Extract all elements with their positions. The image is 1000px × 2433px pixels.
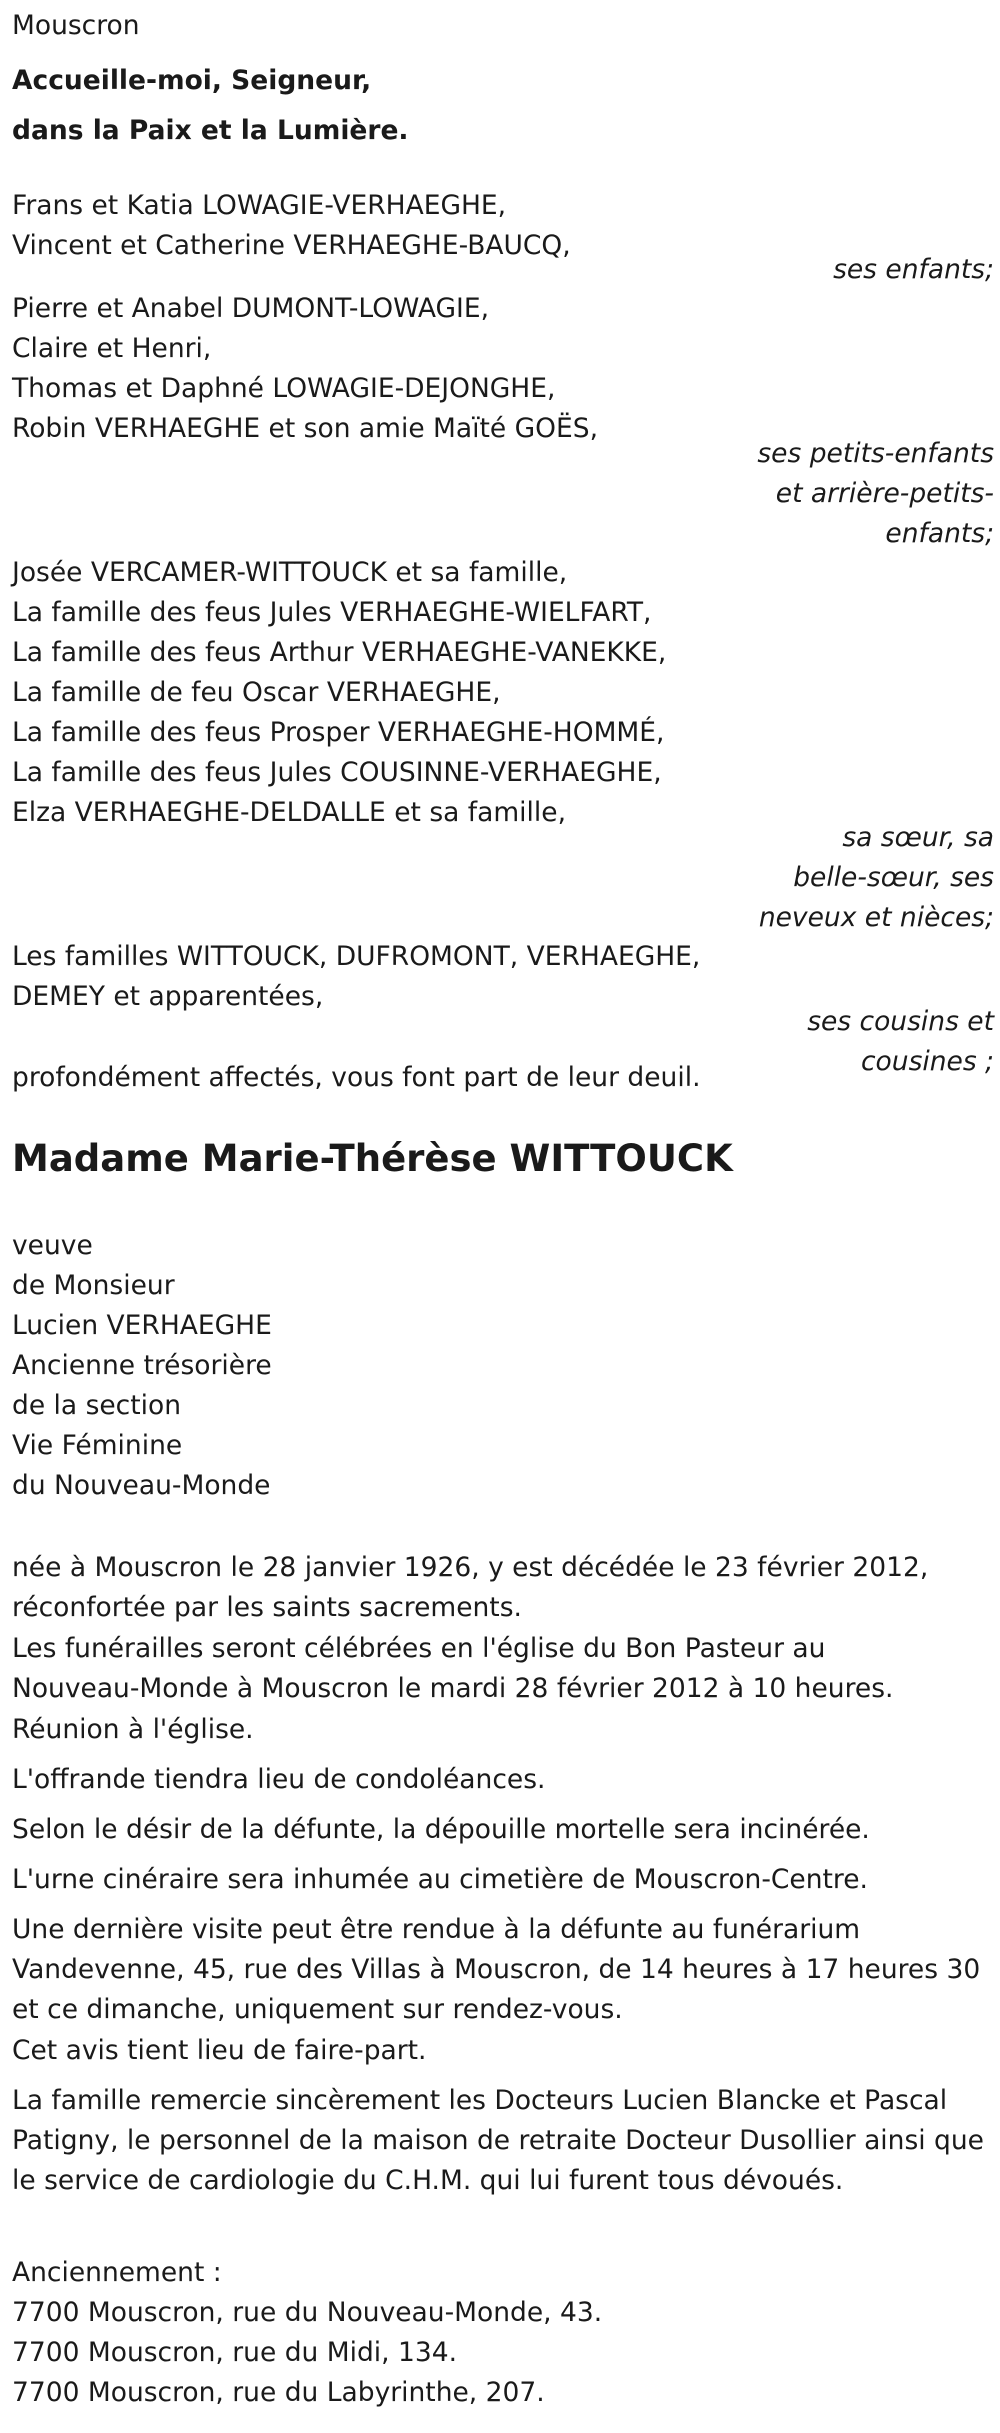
address-line: 7700 Mouscron, rue du Midi, 134. bbox=[12, 2337, 458, 2368]
family-member-line: Robin VERHAEGHE et son amie Maïté GOËS, bbox=[12, 413, 599, 444]
paragraph-line: Les funérailles seront célébrées en l'église du Bon Pasteur au bbox=[12, 1633, 826, 1664]
family-member-line: La famille de feu Oscar VERHAEGHE, bbox=[12, 677, 501, 708]
family-member-line: Thomas et Daphné LOWAGIE-DEJONGHE, bbox=[12, 373, 556, 404]
grandchildren-names bbox=[12, 289, 598, 449]
family-member-line: Les familles WITTOUCK, DUFROMONT, VERHAEGHE, bbox=[12, 941, 701, 972]
paragraph-line: Vandevenne, 45, rue des Villas à Mouscron, de 14 heures à 17 heures 30 bbox=[12, 1954, 981, 1985]
birth-death-paragraph bbox=[12, 1548, 928, 1628]
family-member-line: DEMEY et apparentées, bbox=[12, 981, 324, 1012]
cremation-paragraph: Selon le désir de la défunte, la dépouille mortelle sera incinérée. bbox=[12, 1814, 870, 1845]
children-names bbox=[12, 186, 571, 266]
children-role: ses enfants; bbox=[833, 254, 994, 285]
paragraph-line: née à Mouscron le 28 janvier 1926, y est décédée le 23 février 2012, bbox=[12, 1552, 929, 1583]
prayer-verse bbox=[12, 56, 409, 156]
meeting-paragraph: Réunion à l'église. bbox=[12, 1714, 254, 1745]
deceased-name: Madame Marie-Thérèse WITTOUCK bbox=[12, 1137, 733, 1180]
grandchildren-role bbox=[754, 434, 994, 554]
title-line: Ancienne trésorière bbox=[12, 1350, 272, 1381]
title-line: de Monsieur bbox=[12, 1270, 175, 1301]
siblings-names bbox=[12, 553, 666, 833]
cousins-role bbox=[754, 1002, 994, 1082]
family-member-line: Josée VERCAMER-WITTOUCK et sa famille, bbox=[12, 557, 568, 588]
family-member-line: La famille des feus Jules COUSINNE-VERHAEGHE, bbox=[12, 757, 662, 788]
paragraph-line: Patigny, le personnel de la maison de retraite Docteur Dusollier ainsi que bbox=[12, 2125, 984, 2156]
family-member-line: Vincent et Catherine VERHAEGHE-BAUCQ, bbox=[12, 230, 571, 261]
prayer-line: Accueille-moi, Seigneur, bbox=[12, 65, 372, 96]
title-line: du Nouveau-Monde bbox=[12, 1470, 271, 1501]
family-member-line: Frans et Katia LOWAGIE-VERHAEGHE, bbox=[12, 190, 507, 221]
title-line: Lucien VERHAEGHE bbox=[12, 1310, 272, 1341]
siblings-role bbox=[754, 818, 994, 938]
paragraph-line: et ce dimanche, uniquement sur rendez-vous. bbox=[12, 1994, 623, 2025]
thanks-paragraph bbox=[12, 2081, 984, 2201]
role-line: et arrière-petits- bbox=[775, 478, 994, 509]
paragraph-line: réconfortée par les saints sacrements. bbox=[12, 1592, 522, 1623]
paragraph-line: Nouveau-Monde à Mouscron le mardi 28 février 2012 à 10 heures. bbox=[12, 1673, 894, 1704]
family-member-line: La famille des feus Arthur VERHAEGHE-VANEKKE, bbox=[12, 637, 667, 668]
title-line: de la section bbox=[12, 1390, 182, 1421]
paragraph-line: Une dernière visite peut être rendue à la défunte au funérarium bbox=[12, 1914, 861, 1945]
deceased-titles bbox=[12, 1226, 272, 1506]
role-line: neveux et nièces; bbox=[758, 902, 994, 933]
visit-paragraph bbox=[12, 1910, 980, 2030]
title-line: Vie Féminine bbox=[12, 1430, 183, 1461]
former-addresses-label: Anciennement : bbox=[12, 2257, 222, 2288]
urn-paragraph: L'urne cinéraire sera inhumée au cimetière de Mouscron-Centre. bbox=[12, 1864, 868, 1895]
role-line: ses petits-enfants bbox=[757, 438, 994, 469]
family-member-line: Elza VERHAEGHE-DELDALLE et sa famille, bbox=[12, 797, 566, 828]
family-member-line: La famille des feus Prosper VERHAEGHE-HOMMÉ, bbox=[12, 717, 665, 748]
address-line: 7700 Mouscron, rue du Labyrinthe, 207. bbox=[12, 2377, 545, 2408]
prayer-line: dans la Paix et la Lumière. bbox=[12, 115, 409, 146]
role-line: sa sœur, sa bbox=[842, 822, 994, 853]
address-line: 7700 Mouscron, rue du Nouveau-Monde, 43. bbox=[12, 2297, 603, 2328]
role-line: belle-sœur, ses bbox=[793, 862, 994, 893]
role-line: ses cousins et bbox=[807, 1006, 994, 1037]
role-line: enfants; bbox=[885, 518, 994, 549]
former-addresses bbox=[12, 2253, 602, 2413]
title-line: veuve bbox=[12, 1230, 93, 1261]
paragraph-line: le service de cardiologie du C.H.M. qui lui furent tous dévoués. bbox=[12, 2165, 844, 2196]
family-member-line: Pierre et Anabel DUMONT-LOWAGIE, bbox=[12, 293, 489, 324]
announcement-text: profondément affectés, vous font part de leur deuil. bbox=[12, 1062, 701, 1093]
role-line: cousines ; bbox=[860, 1046, 994, 1077]
offering-paragraph: L'offrande tiendra lieu de condoléances. bbox=[12, 1764, 546, 1795]
family-member-line: La famille des feus Jules VERHAEGHE-WIELFART, bbox=[12, 597, 652, 628]
funeral-paragraph bbox=[12, 1629, 893, 1709]
cousins-names bbox=[12, 937, 700, 1017]
paragraph-line: La famille remercie sincèrement les Docteurs Lucien Blancke et Pascal bbox=[12, 2085, 948, 2116]
town-name: Mouscron bbox=[12, 10, 140, 41]
family-member-line: Claire et Henri, bbox=[12, 333, 212, 364]
notice-paragraph: Cet avis tient lieu de faire-part. bbox=[12, 2035, 427, 2066]
